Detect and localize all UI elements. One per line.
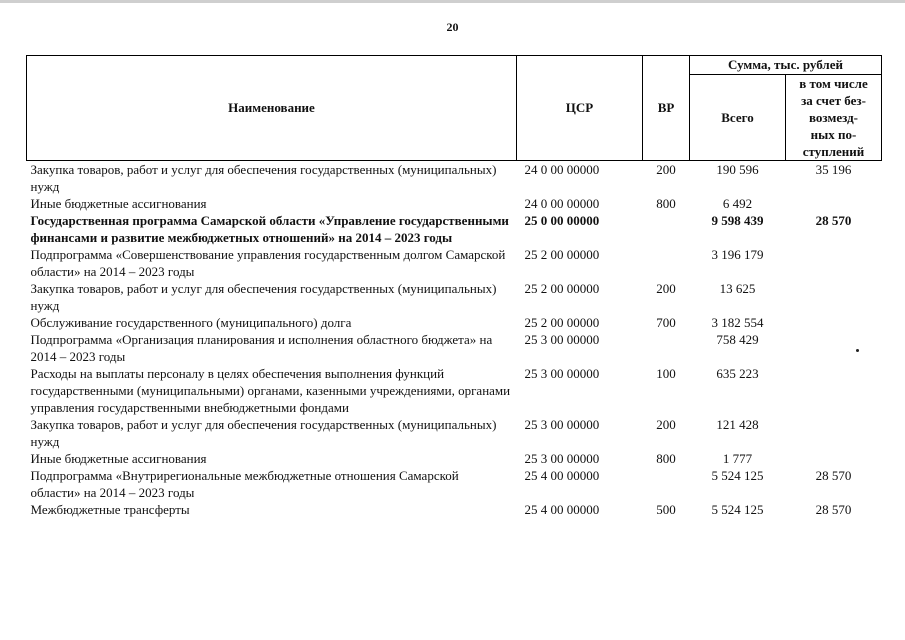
row-csr: 25 2 00 00000	[524, 315, 600, 330]
row-free	[786, 450, 882, 467]
row-vr	[643, 467, 690, 501]
row-total: 6 492	[722, 196, 753, 211]
row-free	[786, 314, 882, 331]
row-name: Подпрограмма «Внутрирегиональные межбюджетные отношения Самарской области» на 2014 – 2023 годы	[30, 468, 459, 500]
table-row	[27, 365, 882, 416]
row-vr: 200	[656, 162, 676, 177]
table-row	[27, 331, 882, 365]
header-total: Всего	[690, 75, 786, 161]
row-total: 9 598 439	[711, 213, 764, 228]
table-row	[27, 161, 882, 196]
row-total: 758 429	[716, 332, 759, 347]
row-csr: 24 0 00 00000	[524, 196, 600, 211]
row-name: Обслуживание государственного (муниципального) долга	[30, 315, 352, 330]
row-free: 28 570	[815, 468, 852, 483]
table-row	[27, 195, 882, 212]
row-free	[786, 280, 882, 314]
header-free-line: ступлений	[802, 144, 865, 159]
scan-edge	[0, 0, 905, 3]
row-csr: 25 3 00 00000	[524, 366, 600, 381]
header-free-receipts	[786, 75, 882, 161]
table-row	[27, 280, 882, 314]
scan-speck	[856, 349, 859, 352]
row-name: Межбюджетные трансферты	[30, 502, 190, 517]
row-total: 190 596	[716, 162, 759, 177]
row-csr: 25 3 00 00000	[524, 417, 600, 432]
table-row	[27, 450, 882, 467]
row-total: 13 625	[719, 281, 756, 296]
budget-table	[26, 55, 882, 518]
row-vr: 200	[656, 417, 676, 432]
row-total: 1 777	[722, 451, 753, 466]
row-free: 28 570	[815, 213, 852, 228]
row-vr: 200	[656, 281, 676, 296]
row-total: 5 524 125	[711, 502, 764, 517]
row-csr: 25 0 00 00000	[524, 213, 600, 228]
budget-table-container	[26, 55, 881, 518]
row-csr: 25 2 00 00000	[524, 247, 600, 262]
row-total: 5 524 125	[711, 468, 764, 483]
row-total: 3 196 179	[711, 247, 764, 262]
row-name: Закупка товаров, работ и услуг для обеспечения государственных (муниципальных) нужд	[30, 417, 497, 449]
table-row	[27, 467, 882, 501]
table-row	[27, 501, 882, 518]
row-name: Подпрограмма «Организация планирования и исполнения областного бюджета» на 2014 – 2023 годы	[30, 332, 493, 364]
header-free-line: в том числе	[799, 76, 868, 91]
row-free	[786, 195, 882, 212]
row-vr	[643, 331, 690, 365]
row-name: Расходы на выплаты персоналу в целях обеспечения выполнения функций государственными (муниципальными) органами, казенными учреждениями, органами управления государственными внебюджетными фондами	[30, 366, 511, 415]
row-free	[786, 365, 882, 416]
header-vr: ВР	[643, 56, 690, 161]
row-csr: 24 0 00 00000	[524, 162, 600, 177]
table-row	[27, 314, 882, 331]
row-csr: 25 4 00 00000	[524, 468, 600, 483]
row-vr: 500	[656, 502, 676, 517]
row-name: Закупка товаров, работ и услуг для обеспечения государственных (муниципальных) нужд	[30, 281, 497, 313]
header-free-line: возмезд-	[809, 110, 858, 125]
row-free: 28 570	[815, 502, 852, 517]
row-name: Закупка товаров, работ и услуг для обеспечения государственных (муниципальных) нужд	[30, 162, 497, 194]
row-vr	[643, 212, 690, 246]
row-csr: 25 2 00 00000	[524, 281, 600, 296]
row-free	[786, 416, 882, 450]
header-sum: Сумма, тыс. рублей	[690, 56, 882, 75]
row-vr: 700	[656, 315, 676, 330]
table-header	[27, 56, 882, 161]
row-free: 35 196	[815, 162, 852, 177]
row-free	[786, 331, 882, 365]
row-total: 3 182 554	[711, 315, 764, 330]
row-csr: 25 3 00 00000	[524, 451, 600, 466]
header-name: Наименование	[27, 56, 517, 161]
row-total: 635 223	[716, 366, 759, 381]
page-number: 20	[446, 20, 459, 34]
row-total: 121 428	[716, 417, 759, 432]
row-vr: 800	[656, 451, 676, 466]
row-csr: 25 4 00 00000	[524, 502, 600, 517]
row-csr: 25 3 00 00000	[524, 332, 600, 347]
table-body	[27, 161, 882, 519]
table-row	[27, 212, 882, 246]
table-row	[27, 246, 882, 280]
header-free-line: ных по-	[810, 127, 857, 142]
row-vr: 100	[656, 366, 676, 381]
row-vr: 800	[656, 196, 676, 211]
table-row	[27, 416, 882, 450]
row-name: Иные бюджетные ассигнования	[30, 196, 207, 211]
header-csr: ЦСР	[517, 56, 643, 161]
row-name: Государственная программа Самарской области «Управление государственными финансами и развитие межбюджетных отношений» на 2014 – 2023 годы	[30, 213, 509, 245]
row-vr	[643, 246, 690, 280]
row-name: Иные бюджетные ассигнования	[30, 451, 207, 466]
header-free-line: за счет без-	[801, 93, 866, 108]
row-name: Подпрограмма «Совершенствование управления государственным долгом Самарской области» на 2014 – 2023 годы	[30, 247, 506, 279]
row-free	[786, 246, 882, 280]
